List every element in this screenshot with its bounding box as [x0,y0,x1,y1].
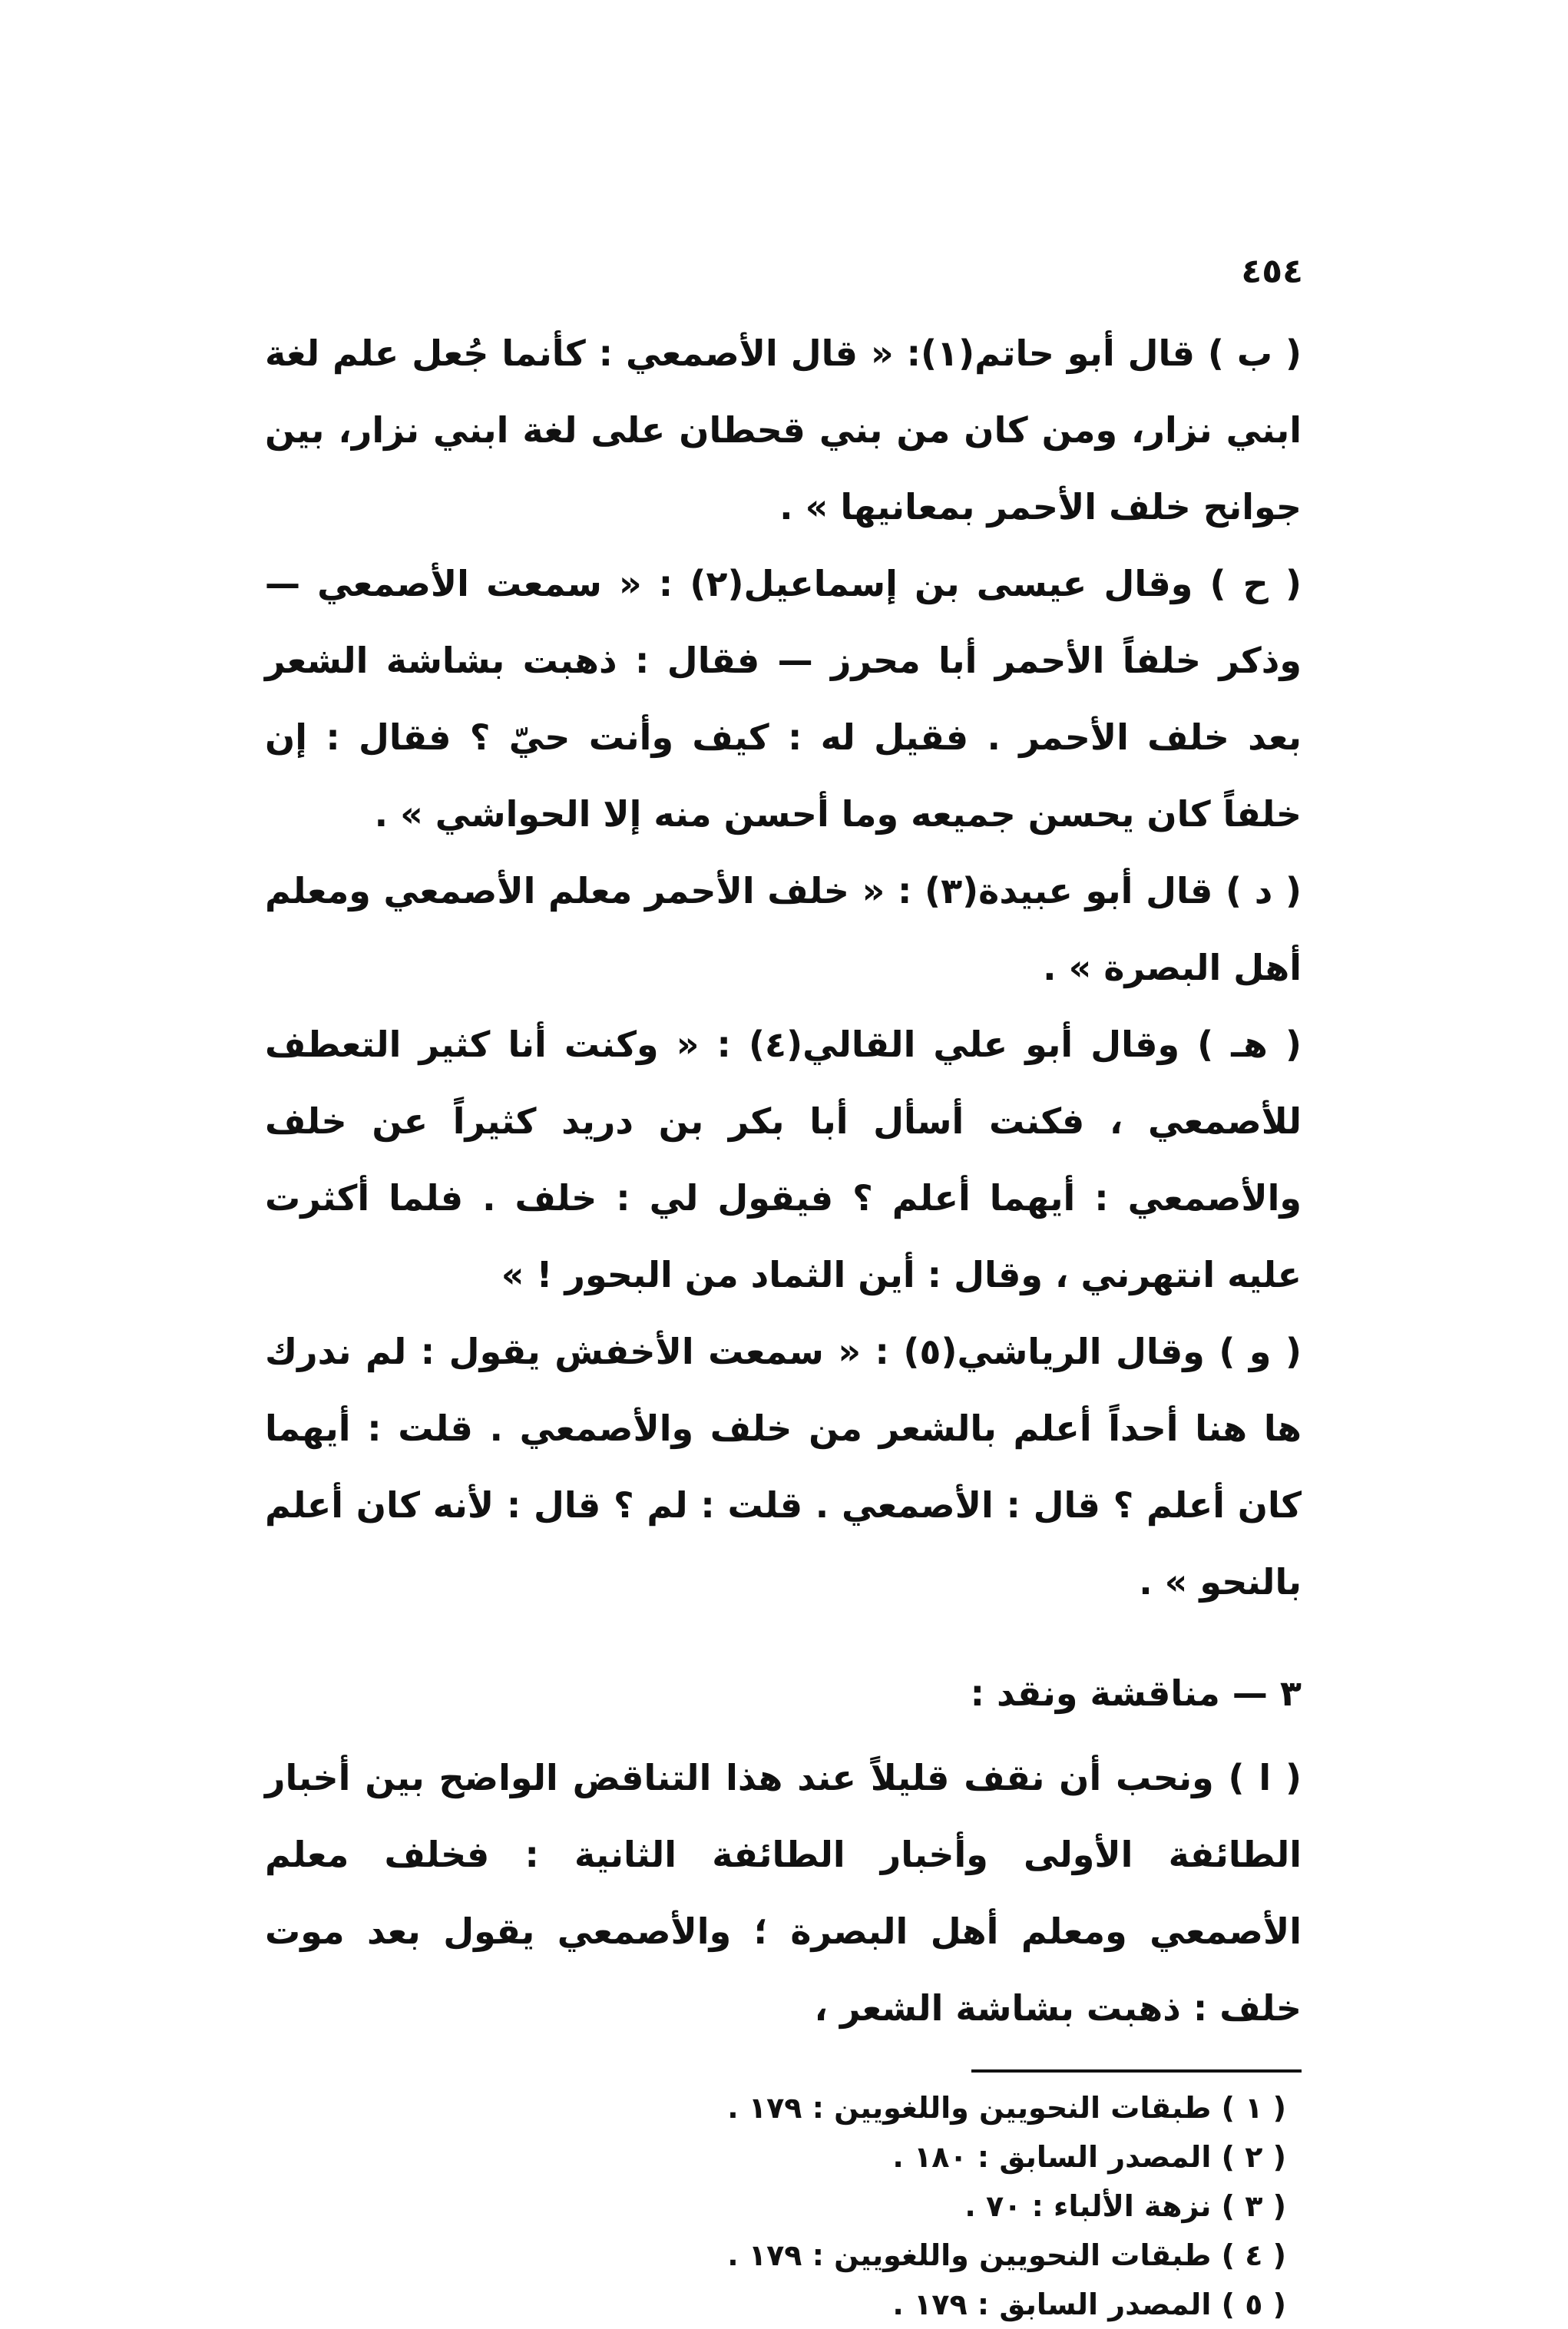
footnotes-list [265,2083,1302,2329]
footnote-5: ( ٥ ) المصدر السابق : ١٧٩ . [892,2288,1286,2321]
paragraph-d: ( د ) قال أبو عبيدة(٣) : « خلف الأحمر معلم الأصمعي ومعلم أهل البصرة » . [265,870,1302,988]
paragraph-a: ( ا ) ونحب أن نقف قليلاً عند هذا التناقض الواضح بين أخبار الطائفة الأولى وأخبار الطائفة الثانية : فخلف معلم الأصمعي ومعلم أهل البصرة ؛ والأصمعي يقول بعد موت خلف : ذهبت بشاشة الشعر ، [265,1757,1302,2029]
footnote-divider [971,2069,1302,2073]
page-body [265,253,1302,2329]
paragraph-b: ( ب ) قال أبو حاتم(١): « قال الأصمعي : كأنما جُعل علم لغة ابني نزار، ومن كان من بني قحطان على لغة ابني نزار، بين جوانح خلف الأحمر بمعانيها » . [265,332,1302,528]
section-heading: ٣ — مناقشة ونقد : [970,1672,1302,1714]
paragraph-h: ( ح ) وقال عيسى بن إسماعيل(٢) : « سمعت الأصمعي — وذكر خلفاً الأحمر أبا محرز — فقال : ذهبت بشاشة الشعر بعد خلف الأحمر . فقيل له : كيف وأنت حيّ ؟ فقال : إن خلفاً كان يحسن جميعه وما أحسن منه إلا الحواشي » . [265,563,1302,835]
paragraph-w: ( و ) وقال الرياشي(٥) : « سمعت الأخفش يقول : لم ندرك ها هنا أحداً أعلم بالشعر من خلف والأصمعي . قلت : أيهما كان أعلم ؟ قال : الأصمعي . قلت : لم ؟ قال : لأنه كان أعلم بالنحو » . [265,1331,1302,1603]
footnote-4: ( ٤ ) طبقات النحويين واللغويين : ١٧٩ . [727,2238,1286,2272]
footnote-1: ( ١ ) طبقات النحويين واللغويين : ١٧٩ . [727,2091,1286,2125]
paragraph-he: ( هـ ) وقال أبو علي القالي(٤) : « وكنت أنا كثير التعطف للأصمعي ، فكنت أسأل أبا بكر بن دريد كثيراً عن خلف والأصمعي : أيهما أعلم ؟ فيقول لي : خلف . فلما أكثرت عليه انتهرني ، وقال : أين الثماد من البحور ! » [265,1024,1302,1295]
footnote-2: ( ٢ ) المصدر السابق : ١٨٠ . [892,2140,1286,2174]
footnote-3: ( ٣ ) نزهة الألباء : ٧٠ . [964,2189,1286,2223]
page-number: ٤٥٤ [1241,252,1303,291]
